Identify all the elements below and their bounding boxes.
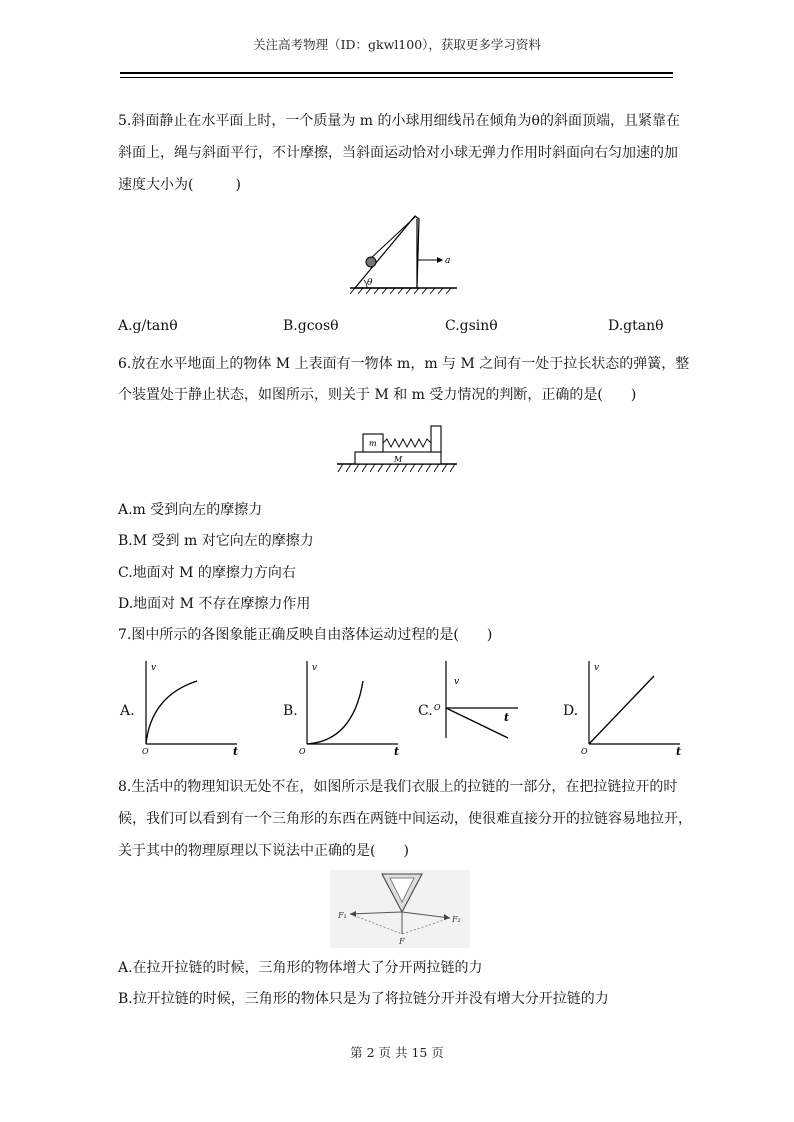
q5-incline-figure <box>345 208 460 298</box>
q5-text-line3: 速度大小为( ) <box>118 177 241 193</box>
q8-text-line1: 8.生活中的物理知识无处不在，如图所示是我们衣服上的拉链的一部分，在把拉链拉开的时 <box>118 779 678 795</box>
page-footer: 第 2 页 共 15 页 <box>350 1045 444 1060</box>
q7-d-axis-v: v <box>594 663 600 673</box>
q6-text-line2: 个装置处于静止状态，如图所示，则关于 M 和 m 受力情况的判断，正确的是( ) <box>118 387 637 403</box>
q7-d-axis-t: t <box>676 745 682 756</box>
q7-graph-b <box>298 656 408 756</box>
q7-b-axis-t: t <box>394 745 400 756</box>
q6-option-d: D.地面对 M 不存在摩擦力作用 <box>118 596 311 612</box>
q8-text-line2: 候，我们可以看到有一个三角形的东西在两链中间运动，使很难直接分开的拉链容易地拉开， <box>118 811 692 827</box>
q7-a-axis-v: v <box>151 663 157 673</box>
q6-big-block-label: M <box>394 455 403 464</box>
q7-c-axis-t: t <box>504 711 510 724</box>
q7-d-origin: O <box>581 747 588 756</box>
q5-accel-label: a <box>445 256 451 266</box>
header-rule-thick <box>120 72 673 74</box>
q7-text: 7.图中所示的各图象能正确反映自由落体运动过程的是( ) <box>118 627 493 643</box>
q5-option-a: A.g/tanθ <box>118 318 178 334</box>
q7-c-axis-v: v <box>454 677 460 687</box>
q5-text-line2: 斜面上，绳与斜面平行，不计摩擦，当斜面运动恰对小球无弹力作用时斜面向右匀加速的加 <box>118 145 678 161</box>
q6-option-b: B.M 受到 m 对它向左的摩擦力 <box>118 533 314 549</box>
q6-option-c: C.地面对 M 的摩擦力方向右 <box>118 565 296 581</box>
q7-graph-a-label: A. <box>120 703 135 719</box>
q7-c-origin: O <box>434 703 441 712</box>
q8-f2-label: F₂ <box>452 915 461 924</box>
q6-small-block-label: m <box>369 439 377 448</box>
q7-b-origin: O <box>299 747 306 756</box>
q7-graph-a <box>137 656 247 756</box>
q7-graph-d-label: D. <box>563 703 579 719</box>
q8-option-b: B.拉开拉链的时候，三角形的物体只是为了将拉链分开并没有增大分开拉链的力 <box>118 991 609 1007</box>
q7-a-origin: O <box>142 747 149 756</box>
q5-text-line1: 5.斜面静止在水平面上时，一个质量为 m 的小球用细线吊在倾角为θ的斜面顶端，且紧靠在 <box>118 113 680 129</box>
q7-a-axis-t: t <box>233 745 239 756</box>
q5-angle-label: θ <box>367 278 373 288</box>
q8-zipper-figure <box>330 870 470 948</box>
q6-text-line1: 6.放在水平地面上的物体 M 上表面有一物体 m，m 与 M 之间有一处于拉长状态的弹簧，整 <box>118 356 690 372</box>
q6-option-a: A.m 受到向左的摩擦力 <box>118 502 263 518</box>
q8-f1-label: F₁ <box>338 911 347 920</box>
page-header: 关注高考物理（ID：gkwl100），获取更多学习资料 <box>253 37 541 52</box>
q5-option-c: C.gsinθ <box>445 318 498 334</box>
q6-spring-figure <box>335 420 460 478</box>
q7-graph-d <box>580 656 690 756</box>
header-rule-thin <box>120 77 673 78</box>
q8-option-a: A.在拉开拉链的时候，三角形的物体增大了分开两拉链的力 <box>118 960 483 976</box>
q7-graph-c-label: C. <box>418 703 433 719</box>
q5-option-d: D.gtanθ <box>608 318 664 334</box>
q7-graph-c <box>432 656 542 756</box>
q8-text-line3: 关于其中的物理原理以下说法中正确的是( ) <box>118 843 409 859</box>
q7-graph-b-label: B. <box>283 703 298 719</box>
q8-f-label: F <box>399 937 405 946</box>
q7-b-axis-v: v <box>312 663 318 673</box>
q5-option-b: B.gcosθ <box>283 318 339 334</box>
